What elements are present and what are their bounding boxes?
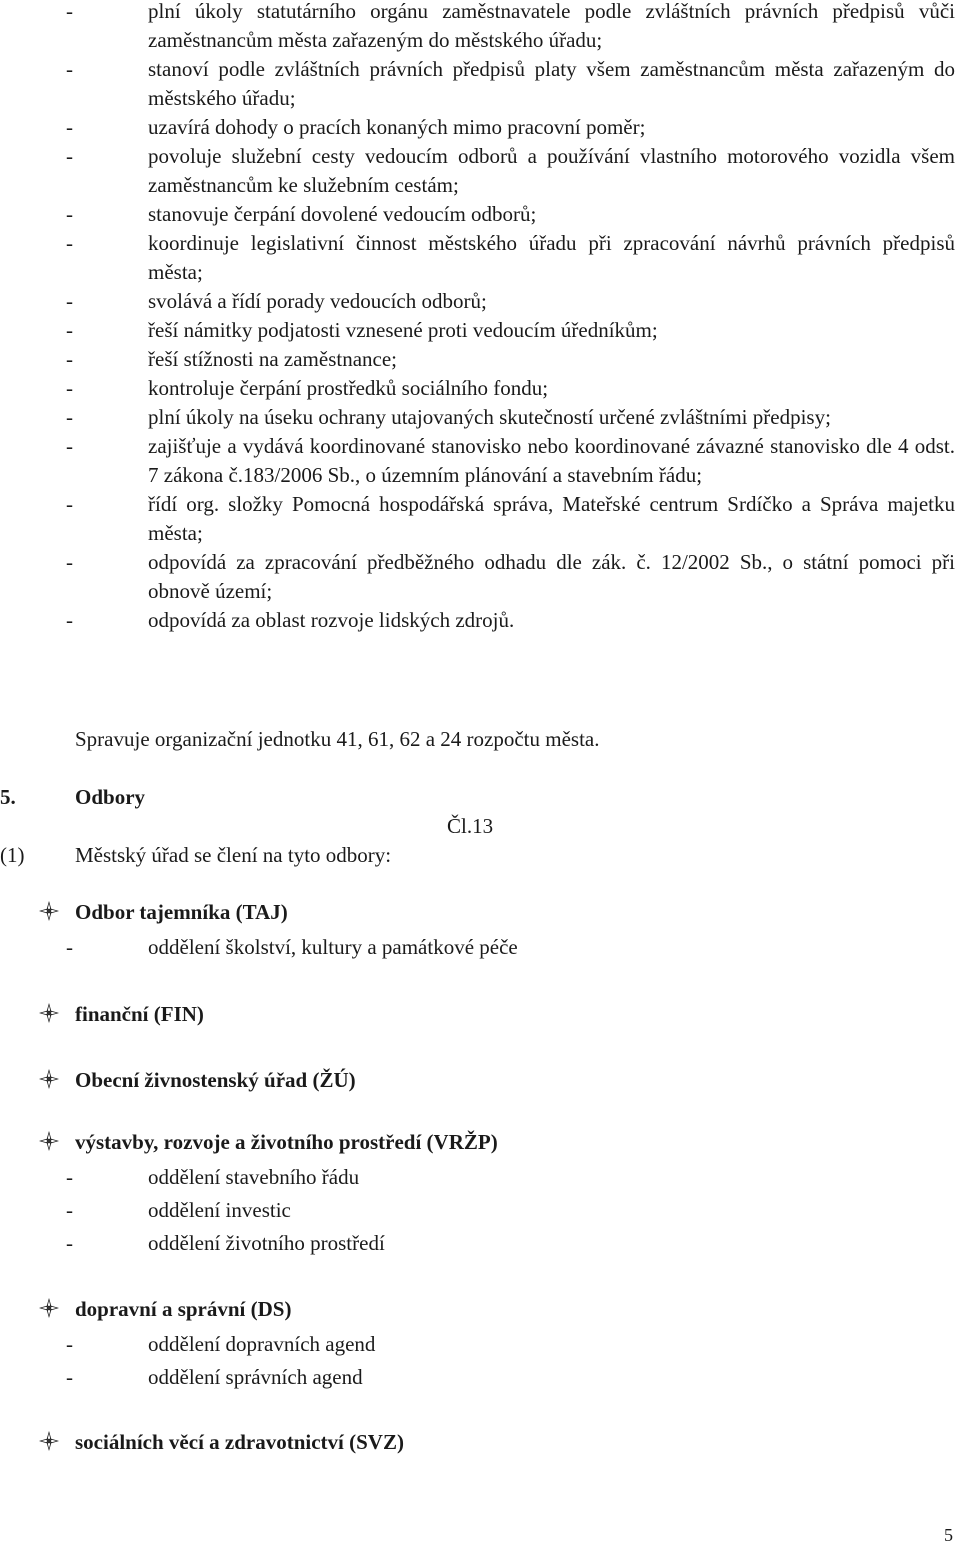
subunit-item: [0, 931, 900, 964]
department-heading: [0, 1066, 900, 1095]
duty-item: [0, 113, 955, 142]
dash-marker: -: [66, 231, 73, 255]
page-number: 5: [944, 1525, 953, 1545]
subunit-text: oddělení školství, kultury a památkové péče: [148, 935, 518, 959]
department-block: [0, 1128, 900, 1260]
department-name: dopravní a správní (DS): [75, 1297, 292, 1321]
department-block: [0, 898, 900, 964]
dash-marker: -: [66, 318, 73, 342]
duty-item: [0, 374, 955, 403]
dash-marker: -: [66, 0, 73, 23]
diamond-bullet-icon: [38, 1130, 60, 1152]
dash-marker: -: [66, 405, 73, 429]
duty-text: plní úkoly statutárního orgánu zaměstnavatele podle zvláštních právních předpisů vůči zaměstnancům města zařazeným do městského úřadu;: [148, 0, 955, 52]
article-number: Čl.13: [447, 814, 494, 838]
duty-item: [0, 142, 955, 200]
subunit-item: [0, 1227, 900, 1260]
duty-item: [0, 345, 955, 374]
duty-text: odpovídá za zpracování předběžného odhadu dle zák. č. 12/2002 Sb., o státní pomoci při obnově území;: [148, 550, 955, 603]
dash-marker: -: [66, 1165, 73, 1189]
dash-marker: -: [66, 492, 73, 516]
dash-marker: -: [66, 434, 73, 458]
dash-marker: -: [66, 202, 73, 226]
department-name: Obecní živnostenský úřad (ŽÚ): [75, 1068, 356, 1092]
subunit-text: oddělení správních agend: [148, 1365, 363, 1389]
duty-text: uzavírá dohody o pracích konaných mimo pracovní poměr;: [148, 115, 646, 139]
diamond-bullet-icon: [38, 1002, 60, 1024]
duty-text: plní úkoly na úseku ochrany utajovaných skutečností určené zvláštními předpisy;: [148, 405, 831, 429]
department-name: výstavby, rozvoje a životního prostředí (VRŽP): [75, 1130, 498, 1154]
duty-text: zajišťuje a vydává koordinované stanovisko nebo koordinované závazné stanovisko dle 4 odst. 7 zákona č.183/2006 Sb., o územním plánování a stavebním řádu;: [148, 434, 955, 487]
duty-text: stanovuje čerpání dovolené vedoucím odborů;: [148, 202, 537, 226]
duty-text: stanoví podle zvláštních právních předpisů platy všem zaměstnancům města zařazeným do městského úřadu;: [148, 57, 955, 110]
subunit-text: oddělení investic: [148, 1198, 291, 1222]
dash-marker: -: [66, 608, 73, 632]
department-heading: [0, 1295, 900, 1324]
department-heading: [0, 1128, 900, 1157]
dash-marker: -: [66, 289, 73, 313]
budget-units-note: Spravuje organizační jednotku 41, 61, 62 a 24 rozpočtu města.: [75, 727, 600, 751]
duty-item: [0, 287, 955, 316]
department-name: sociálních věcí a zdravotnictví (SVZ): [75, 1430, 404, 1454]
dash-marker: -: [66, 1231, 73, 1255]
duty-item: [0, 606, 955, 635]
department-block: [0, 1428, 900, 1457]
duty-item: [0, 316, 955, 345]
subunit-list: [0, 1161, 900, 1260]
diamond-bullet-icon: [38, 1430, 60, 1452]
duty-text: kontroluje čerpání prostředků sociálního fondu;: [148, 376, 549, 400]
subunit-item: [0, 1194, 900, 1227]
subunit-text: oddělení životního prostředí: [148, 1231, 385, 1255]
section-title: Odbory: [75, 785, 146, 809]
department-heading: [0, 898, 900, 927]
duty-item: [0, 490, 955, 548]
diamond-bullet-icon: [38, 1068, 60, 1090]
duty-item: [0, 403, 955, 432]
department-name: finanční (FIN): [75, 1002, 204, 1026]
dash-marker: -: [66, 57, 73, 81]
diamond-bullet-icon: [38, 900, 60, 922]
duty-text: odpovídá za oblast rozvoje lidských zdrojů.: [148, 608, 515, 632]
duty-text: svolává a řídí porady vedoucích odborů;: [148, 289, 487, 313]
department-block: [0, 1000, 900, 1029]
duties-list: [0, 0, 955, 635]
dash-marker: -: [66, 115, 73, 139]
department-heading: [0, 1000, 900, 1029]
dash-marker: -: [66, 935, 73, 959]
subunit-item: [0, 1328, 900, 1361]
diamond-bullet-icon: [38, 1297, 60, 1319]
duty-item: [0, 55, 955, 113]
duty-item: [0, 200, 955, 229]
dash-marker: -: [66, 347, 73, 371]
dash-marker: -: [66, 1365, 73, 1389]
subunit-list: [0, 1328, 900, 1394]
subunit-text: oddělení stavebního řádu: [148, 1165, 360, 1189]
subunit-item: [0, 1161, 900, 1194]
duty-item: [0, 229, 955, 287]
department-heading: [0, 1428, 900, 1457]
duty-item: [0, 432, 955, 490]
duty-text: řídí org. složky Pomocná hospodářská správa, Mateřské centrum Srdíčko a Správa majetku města;: [148, 492, 955, 545]
paragraph-number: (1): [0, 843, 25, 867]
dash-marker: -: [66, 376, 73, 400]
duty-text: povoluje služební cesty vedoucím odborů a používání vlastního motorového vozidla všem zaměstnancům ke služebním cestám;: [148, 144, 955, 197]
duty-text: řeší stížnosti na zaměstnance;: [148, 347, 397, 371]
subunit-list: [0, 931, 900, 964]
department-name: Odbor tajemníka (TAJ): [75, 900, 288, 924]
duty-text: řeší námitky podjatosti vznesené proti vedoucím úředníkům;: [148, 318, 658, 342]
department-block: [0, 1295, 900, 1394]
duty-text: koordinuje legislativní činnost městského úřadu při zpracování návrhů právních předpisů města;: [148, 231, 955, 284]
dash-marker: -: [66, 1198, 73, 1222]
paragraph-text: Městský úřad se člení na tyto odbory:: [75, 843, 392, 867]
subunit-text: oddělení dopravních agend: [148, 1332, 376, 1356]
duty-item: [0, 0, 955, 55]
dash-marker: -: [66, 1332, 73, 1356]
dash-marker: -: [66, 550, 73, 574]
duty-item: [0, 548, 955, 606]
dash-marker: -: [66, 144, 73, 168]
department-block: [0, 1066, 900, 1095]
subunit-item: [0, 1361, 900, 1394]
section-number: 5.: [0, 785, 16, 809]
